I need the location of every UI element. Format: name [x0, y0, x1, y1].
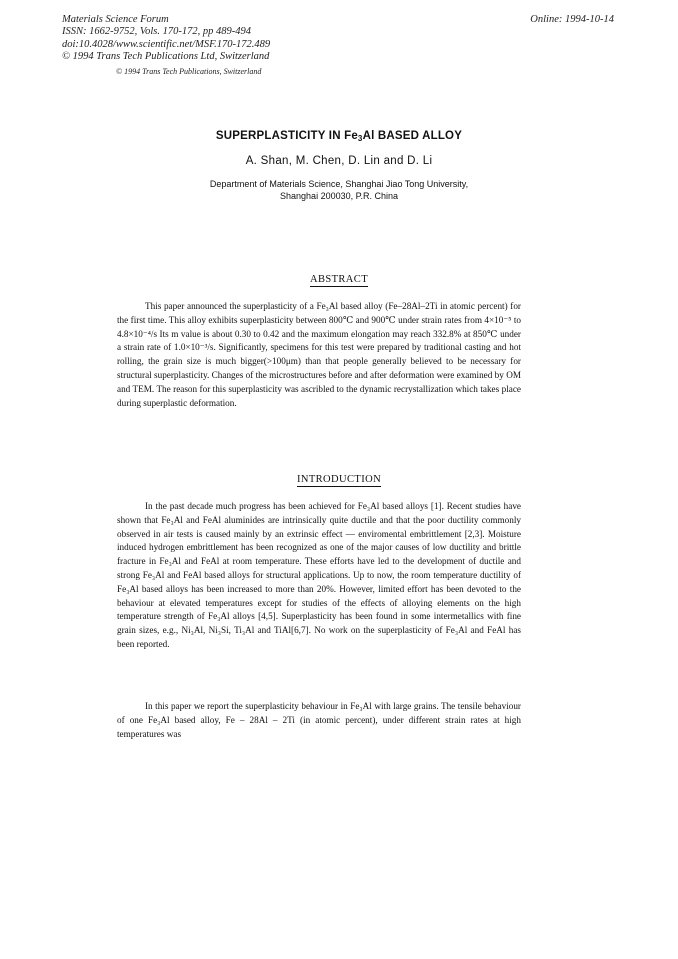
abstract-heading: ABSTRACT	[309, 274, 369, 285]
abstract-text: This paper announced the superplasticity of a Fe₃Al based alloy (Fe–28Al–2Ti in atomic percent) for the first time. This alloy exhibits superplasticity between 800℃ and 900℃ under strain rates from 4×10⁻⁵ to 4.8×10⁻⁴/s Its m value is about 0.30 to 0.42 and the maximum elongation may reach 332.8% at 850℃ under a strain rate of 1.0×10⁻³/s. Significantly, specimens for this test were prepared by traditional casting and hot rolling, the grain size is much bigger(>100μm) than that people generally believed to be necessary for structural superplasticity. Changes of the microstructures before and after deformation were examined by OM and TEM. The reason for this superplasticity was ascribled to the dynamic recrystallization which takes place during superplastic deformation.	[117, 301, 521, 408]
issn-line: ISSN: 1662-9752, Vols. 170-172, pp 489-494	[62, 26, 251, 38]
affiliation	[0, 178, 678, 202]
doi-line[interactable]: doi:10.4028/www.scientific.net/MSF.170-172.489	[62, 38, 271, 50]
title-post: Al BASED ALLOY	[362, 130, 463, 142]
title-subscript: 3	[357, 134, 363, 143]
affiliation-line-2: Shanghai 200030, P.R. China	[280, 191, 398, 201]
copyright-small: © 1994 Trans Tech Publications, Switzerland	[116, 67, 262, 76]
paper-authors: A. Shan, M. Chen, D. Lin and D. Li	[245, 155, 433, 167]
publication-metadata	[62, 14, 270, 64]
affiliation-line-1: Department of Materials Science, Shanghai Jiao Tong University,	[209, 179, 469, 189]
introduction-heading: INTRODUCTION	[296, 474, 382, 485]
journal-name: Materials Science Forum	[62, 14, 169, 25]
copyright-line: © 1994 Trans Tech Publications Ltd, Switzerland	[62, 51, 270, 63]
online-date: Online: 1994-10-14	[530, 14, 614, 25]
title-pre: SUPERPLASTICITY IN Fe	[215, 130, 358, 142]
introduction-paragraph-2: In this paper we report the superplasticity behaviour in Fe₃Al with large grains. The tensile behaviour of one Fe₃Al based alloy, Fe – 28Al – 2Ti (in atomic percent), under different strain rates at high temperatures was	[117, 701, 521, 739]
introduction-paragraph-1: In the past decade much progress has been achieved for Fe₃Al based alloys [1]. Recent studies have shown that Fe₃Al and FeAl aluminides are intrinsically quite ductile and that the poor ductility commonly observed in air tests is caused mainly by an extrinsic effect — enviromental embrittlement [2,3]. Moisture induced hydrogen embrittlement has been recognized as one of the major causes of low ductility and brittle fracture in Fe₃Al and FeAl at room temperature. These efforts have led to the development of ductile and strong Fe₃Al and FeAl based alloys for structural applications. Up to now, the room temperature ductility of Fe₃Al based alloys has been increased to more than 20%. However, limited effort has been devoted to the behaviour at elevated temperatures except for studies of the effects of alloying elements on the high temperature strength of Fe₃Al alloys [4,5]. Superplasticity has been found in some intermetallics with fine grain sizes, e.g., Ni₃Al, Ni₃Si, Ti₃Al and TiAl[6,7]. No work on the superplasticity of Fe₃Al and FeAl has been reported.	[117, 501, 521, 649]
paper-title	[0, 130, 678, 143]
